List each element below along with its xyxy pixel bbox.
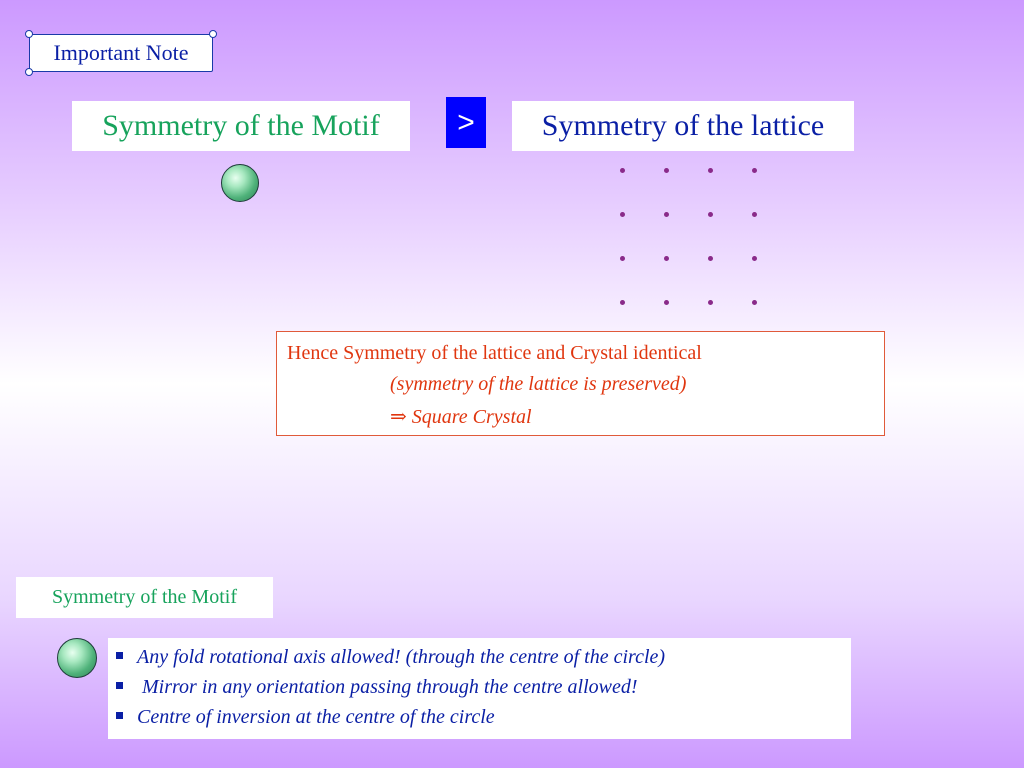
bullet-square-icon	[116, 712, 123, 719]
motif-section-label: Symmetry of the Motif	[16, 577, 273, 618]
greater-than-operator: >	[446, 97, 486, 148]
lattice-point	[620, 168, 625, 173]
important-note-label: Important Note	[53, 40, 189, 65]
bullet-item	[116, 676, 846, 706]
motif-symmetry-label: Symmetry of the Motif	[72, 101, 410, 151]
lattice-symmetry-label: Symmetry of the lattice	[512, 101, 854, 151]
lattice-point	[708, 300, 713, 305]
conclusion-line-3: ⇒ Square Crystal	[390, 406, 532, 428]
lattice-point	[664, 256, 669, 261]
lattice-point	[620, 300, 625, 305]
lattice-point	[752, 212, 757, 217]
bullet-square-icon	[116, 682, 123, 689]
lattice-point	[708, 212, 713, 217]
lattice-point	[620, 256, 625, 261]
motif-sphere-icon	[57, 638, 97, 678]
conclusion-box	[276, 331, 885, 436]
scroll-curl-icon	[25, 68, 33, 76]
lattice-point	[752, 256, 757, 261]
scroll-curl-icon	[25, 30, 33, 38]
lattice-point	[620, 212, 625, 217]
conclusion-line-1: Hence Symmetry of the lattice and Crystal identical	[287, 342, 702, 364]
square-lattice	[600, 150, 780, 320]
bullet-square-icon	[116, 652, 123, 659]
conclusion-line-2: (symmetry of the lattice is preserved)	[390, 373, 687, 395]
lattice-point	[664, 212, 669, 217]
lattice-point	[664, 168, 669, 173]
lattice-point	[708, 168, 713, 173]
motif-sphere-icon	[221, 164, 259, 202]
bullet-text: Any fold rotational axis allowed! (through the centre of the circle)	[137, 646, 666, 668]
lattice-point	[752, 300, 757, 305]
bullet-text: Centre of inversion at the centre of the circle	[137, 706, 495, 728]
motif-bullets-box	[108, 638, 851, 739]
bullet-text: Mirror in any orientation passing through the centre allowed!	[137, 676, 638, 698]
bullet-item	[116, 706, 846, 736]
bullet-item	[116, 646, 846, 676]
lattice-point	[752, 168, 757, 173]
lattice-point	[708, 256, 713, 261]
important-note-scroll	[29, 34, 213, 72]
scroll-curl-icon	[209, 30, 217, 38]
lattice-point	[664, 300, 669, 305]
